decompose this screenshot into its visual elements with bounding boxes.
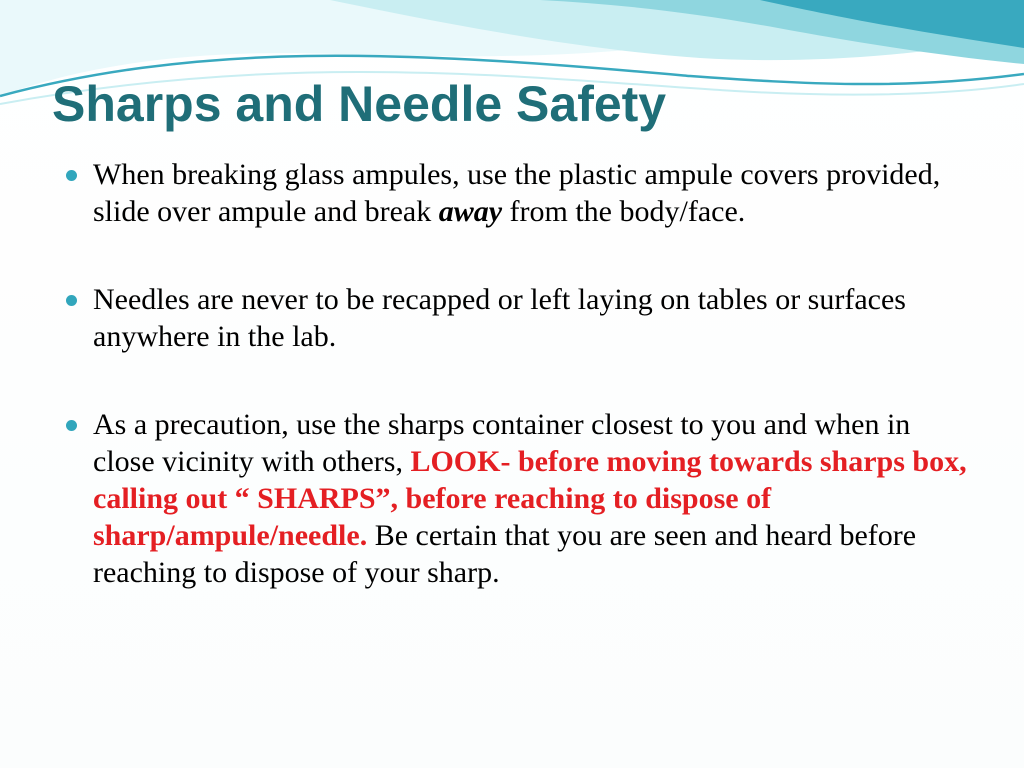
- slide-title: Sharps and Needle Safety: [52, 76, 667, 132]
- bullet-list: [66, 156, 971, 642]
- bullet-text: from the body/face.: [502, 195, 746, 228]
- bullet-dot-icon: [66, 420, 77, 431]
- bullet-text: Be certain that you are seen and heard before reaching to dispose of your sharp.: [93, 519, 917, 589]
- bullet-item-ampules: [66, 156, 971, 230]
- bullet-dot-icon: [66, 170, 77, 181]
- bullet-text: When breaking glass ampules, use the plastic ampule covers provided, slide over ampule and break: [93, 158, 941, 228]
- bullet-dot-icon: [66, 295, 77, 306]
- bullet-item-needles: [66, 281, 971, 355]
- warning-text: LOOK- before moving towards sharps box, calling out “ SHARPS”, before reaching to dispose of sharp/ampule/needle.: [93, 445, 967, 552]
- bullet-text: Needles are never to be recapped or left laying on tables or surfaces anywhere in the lab.: [93, 283, 906, 353]
- bullet-item-precaution: [66, 406, 971, 591]
- bullet-text: As a precaution, use the sharps container closest to you and when in close vicinity with others,: [93, 408, 911, 478]
- emphasis-text: away: [438, 195, 503, 228]
